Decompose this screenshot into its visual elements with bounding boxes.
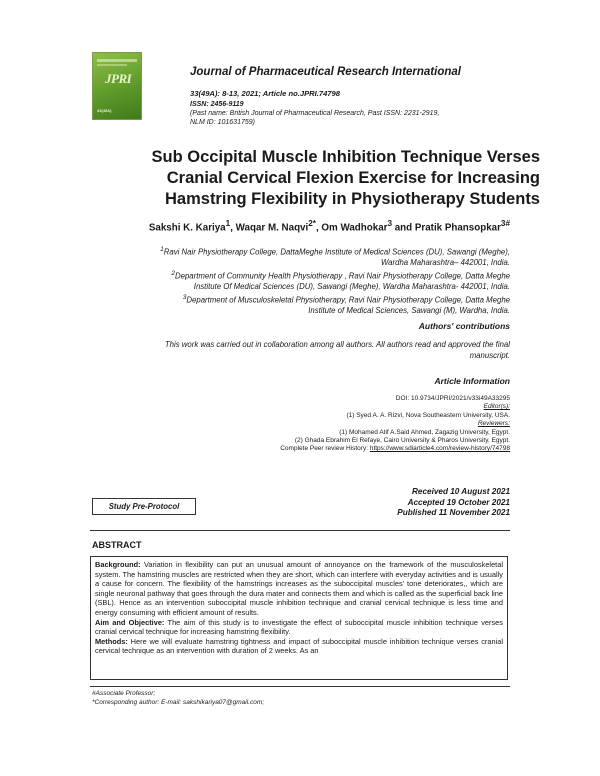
author-affiliation-mark: 2* (308, 219, 316, 228)
divider (90, 530, 510, 531)
past-name-line-1: (Past name: British Journal of Pharmaceutical Research, Past ISSN: 2231-2919, (190, 110, 440, 117)
abstract-box (90, 556, 508, 680)
author-affiliation-mark: 3# (500, 219, 510, 228)
article-info (200, 395, 510, 454)
abstract-aim: Aim and Objective: The aim of this study is to investigate the effect of suboccipital muscle inhibition technique verses cranial cervical technique for increasing hamstring flexibility. (95, 617, 503, 637)
affiliation-line: $^1$Ravi Nair Physiotherapy College, DattaMeghe Institute of Medical Sciences (DU), Sawangi (Meghe), (160, 246, 510, 257)
accepted-date: Accepted 19 October 2021 (407, 497, 510, 507)
footnotes (92, 690, 264, 707)
received-date: Received 10 August 2021 (412, 487, 510, 496)
article-title (60, 147, 540, 210)
cover-decoration (97, 59, 137, 62)
footnote: #Associate Professor; (92, 690, 156, 697)
contributions-heading: Authors' contributions (418, 321, 510, 331)
publication-dates (330, 487, 510, 519)
reviewer: (2) Ghada Ebrahim El Refaye, Cairo University & Pharos University, Egypt. (294, 437, 510, 445)
journal-name: Journal of Pharmaceutical Research International (190, 66, 461, 78)
affiliation-line: $^3$Department of Musculoskeletal Physiotherapy, Ravi Nair Physiotherapy College, Datta Meghe (182, 293, 510, 305)
author-list: Sakshi K. Kariya$^1$, Waqar M. Naqvi$^{2*}$, Om Wadhokar$^3$ and Pratik Phansopkar$^{3\#}$ (148, 219, 510, 234)
doi: DOI: 10.9734/JPRI/2021/v33i49A33295 (395, 395, 510, 402)
reviewer: (1) Mohamed Atif A.Said Ahmed, Zagazig University, Egypt. (339, 428, 510, 436)
title-line: Sub Occipital Muscle Inhibition Technique Verses (151, 148, 540, 166)
cover-decoration (97, 64, 127, 66)
author-affiliation-mark: 1 (225, 219, 231, 228)
peer-review-link[interactable]: https://www.sdiarticle4.com/review-history/74798 (369, 445, 510, 453)
author-name: Sakshi K. Kariya (148, 222, 226, 234)
abstract-methods: Methods: Here we will evaluate hamstring tightness and impact of suboccipital muscle inhibition technique verses cranial cervical technique as an intervention with duration of 2 weeks. As an (95, 636, 503, 656)
affiliations (60, 245, 510, 316)
editors-label: Editor(s): (483, 403, 510, 411)
author-name: Om Wadhokar (321, 222, 388, 234)
title-line: Hamstring Flexibility in Physiotherapy Students (165, 190, 540, 208)
editor: (1) Syed A. A. Rizvi, Nova Southeastern University, USA. (346, 411, 510, 419)
author-affiliation-mark: 3 (387, 219, 393, 228)
affiliation-line: Wardha Maharashtra– 442001, India. (380, 258, 510, 268)
published-date: Published 11 November 2021 (397, 508, 510, 517)
abstract-heading: ABSTRACT (92, 540, 142, 550)
affiliation-line: $^2$Department of Community Health Physiotherapy , Ravi Nair Physiotherapy College, Datta Meghe (171, 269, 510, 281)
author-name: Waqar M. Naqvi (235, 222, 309, 234)
author-name: Pratik Phansopkar (414, 222, 501, 234)
footnote: *Corresponding author: E-mail: sakshikariya07@gmail.com; (92, 698, 265, 706)
study-type-badge: Study Pre-Protocol (92, 498, 196, 515)
issn: ISSN: 2456-9119 (190, 101, 244, 108)
contributions-text: This work was carried out in collaboration among all authors. All authors read and approved the final manuscript. (164, 340, 510, 360)
abstract-background: Background: Variation in flexibility can put an unusual amount of annoyance on the framework of the musculoskeletal system. The hamstring muscles are restricted when they are short, which can interfere with everyday activities and is usually a cause for concern. The flexibility of the hamstrings increases as the suboccipital muscles' tone deteriorates,, which are single neuronal pathway that goes through the dura mater and connects them and which is called as the superficial back line (SBL). Hence as an intervention suboccipital muscle inhibition technique and cranial cervical technique is less time and energy consuming with efficient amount of results. (95, 560, 503, 617)
affiliation-line: Institute Of Medical Sciences (DU), Sawangi (Meghe), Wardha Maharashtra- 442001, India. (193, 281, 510, 291)
footnote-divider (90, 686, 510, 687)
citation: 33(49A): 8-13, 2021; Article no.JPRI.74798 (190, 89, 340, 98)
title-line: Cranial Cervical Flexion Exercise for Increasing (166, 169, 540, 187)
past-name-line-2: NLM ID: 101631759) (190, 119, 255, 126)
journal-logo: JPRI (105, 71, 132, 86)
peer-review-history: Complete Peer review History: https://www.sdiarticle4.com/review-history/74798 (280, 445, 510, 453)
article-info-heading: Article Information (434, 376, 510, 386)
journal-cover-thumbnail (92, 52, 142, 120)
cover-issue-label: 33(49A) (97, 108, 112, 113)
reviewers-label: Reviewers: (477, 420, 510, 428)
affiliation-line: Institute of Medical Sciences, Sawangi (M), Wardha, India. (308, 305, 510, 315)
